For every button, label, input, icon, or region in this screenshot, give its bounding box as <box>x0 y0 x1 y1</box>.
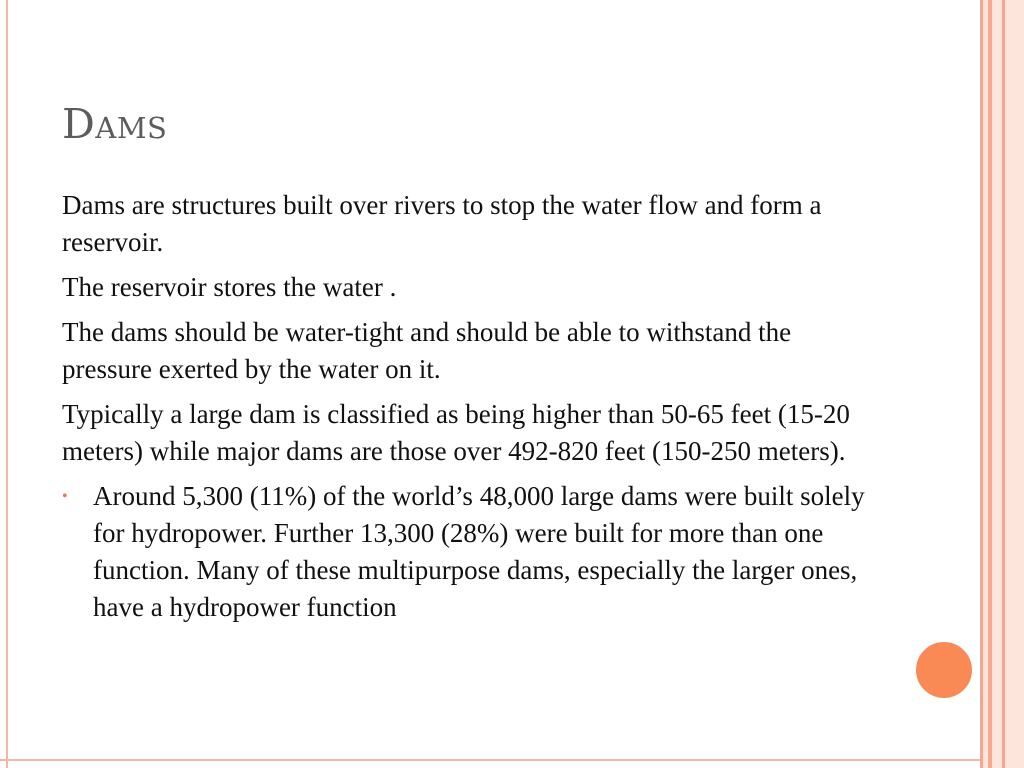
left-border-line <box>6 0 8 768</box>
bullet-text: Around 5,300 (11%) of the world’s 48,000 large dams were built solely for hydropower. Further 13,300 (28%) were built for more than one function. Many of these multipurpose dams, especially the larger ones, have a hydropower function <box>93 481 865 622</box>
accent-circle-decoration <box>914 640 974 700</box>
slide-body <box>62 187 872 626</box>
right-stripe-decoration <box>992 0 1002 768</box>
bullet-item <box>62 478 872 626</box>
right-stripe-decoration <box>1005 0 1024 768</box>
body-paragraph: The reservoir stores the water . <box>62 272 397 302</box>
body-paragraph: Dams are structures built over rivers to stop the water flow and form a reservoir. <box>62 190 822 257</box>
body-paragraph: Typically a large dam is classified as being higher than 50-65 feet (15-20 meters) while major dams are those over 492-820 feet (150-250 meters). <box>62 399 850 466</box>
bullet-marker: • <box>62 488 68 505</box>
bottom-border-line <box>0 759 982 761</box>
body-paragraph: The dams should be water-tight and should be able to withstand the pressure exerted by the water on it. <box>62 317 792 384</box>
slide-title: Dams <box>62 100 168 148</box>
